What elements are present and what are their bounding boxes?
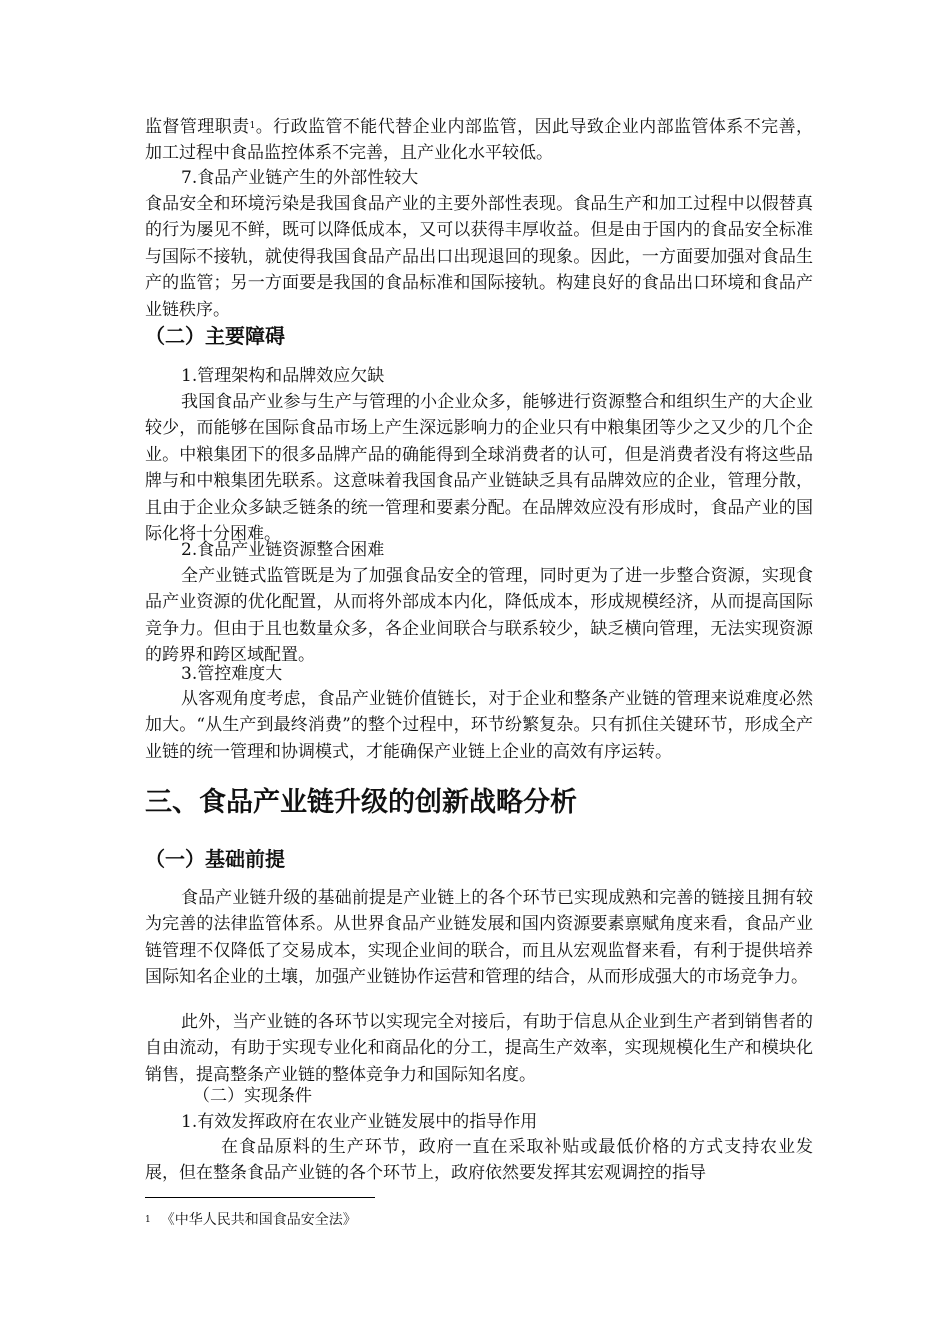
paragraph-obstacle-3: 从客观角度考虑，食品产业链价值链长，对于企业和整条产业链的管理来说难度必然加大。“从生产到最终消费”的整个过程中，环节纷繁复杂。只有抓住关键环节，形成全产业链的统一管理和协调模式，才能确保产业链上企业的高效有序运转。 (145, 689, 813, 762)
paragraph-basis-1: 食品产业链升级的基础前提是产业链上的各个环节已实现成熟和完善的链接且拥有较为完善的法律监管体系。从世界食品产业链发展和国内资源要素禀赋角度来看，食品产业链管理不仅降低了交易成本，实现企业间的联合，而且从宏观监督来看，有利于提供培养国际知名企业的土壤，加强产业链协作运营和管理的结合，从而形成强大的市场竞争力。 (145, 888, 813, 988)
subheading-condition-1: 1.有效发挥政府在农业产业链发展中的指导作用 (181, 1112, 538, 1132)
footnote (145, 1210, 357, 1230)
footnote-mark: 1 (145, 1215, 151, 1225)
paragraph-text: 。行政监管不能代替企业内部监管，因此导致企业内部监管体系不完善，加工过程中食品监控体系不完善，且产业化水平较低。 (145, 117, 814, 164)
footnote-reference[interactable]: 1 (249, 121, 256, 131)
subheading-7: 7.食品产业链产生的外部性较大 (181, 168, 419, 188)
subheading-obstacle-3: 3.管控难度大 (181, 664, 283, 684)
heading-main-obstacles: （二）主要障碍 (145, 324, 285, 348)
subheading-obstacle-2: 2.食品产业链资源整合困难 (181, 540, 385, 560)
subheading-conditions: （二）实现条件 (193, 1086, 312, 1106)
paragraph-text: 监督管理职责 (145, 117, 250, 137)
paragraph-obstacle-1: 我国食品产业参与生产与管理的小企业众多，能够进行资源整合和组织生产的大企业较少，而能够在国际食品市场上产生深远影响力的企业只有中粮集团等少之又少的几个企业。中粮集团下的很多品牌产品的确能得到全球消费者的认可，但是消费者没有将这些品牌与和中粮集团先联系。这意味着我国食品产业链缺乏具有品牌效应的企业，管理分散，且由于企业众多缺乏链条的统一管理和要素分配。在品牌效应没有形成时，食品产业的国际化将十分困难。 (145, 392, 813, 545)
paragraph-externality: 食品安全和环境污染是我国食品产业的主要外部性表现。食品生产和加工过程中以假替真的行为屡见不鲜，既可以降低成本，又可以获得丰厚收益。但是由于国内的食品安全标准与国际不接轨，就使得我国食品产品出口出现退回的现象。因此，一方面要加强对食品生产的监管；另一方面要是我国的食品标准和国际接轨。构建良好的食品出口环境和食品产业链秩序。 (145, 194, 813, 320)
heading-section-3: 三、食品产业链升级的创新战略分析 (145, 787, 577, 818)
subheading-obstacle-1: 1.管理架构和品牌效应欠缺 (181, 366, 385, 386)
footnote-separator (145, 1197, 375, 1198)
paragraph-continuation (145, 113, 813, 167)
paragraph-obstacle-2: 全产业链式监管既是为了加强食品安全的管理，同时更为了进一步整合资源，实现食品产业资源的优化配置，从而将外部成本内化，降低成本，形成规模经济，从而提高国际竞争力。但由于且也数量众多，各企业间联合与联系较少，缺乏横向管理，无法实现资源的跨界和跨区域配置。 (145, 566, 813, 666)
paragraph-condition-1: 在食品原料的生产环节，政府一直在采取补贴或最低价格的方式支持农业发展，但在整条食品产业链的各个环节上，政府依然要发挥其宏观调控的指导 (145, 1137, 813, 1184)
paragraph-basis-2: 此外，当产业链的各环节以实现完全对接后，有助于信息从企业到生产者到销售者的自由流动，有助于实现专业化和商品化的分工，提高生产效率，实现规模化生产和模块化销售，提高整条产业链的整体竞争力和国际知名度。 (145, 1012, 813, 1085)
footnote-text: 《中华人民共和国食品安全法》 (160, 1212, 357, 1228)
heading-basis: （一）基础前提 (145, 847, 285, 871)
